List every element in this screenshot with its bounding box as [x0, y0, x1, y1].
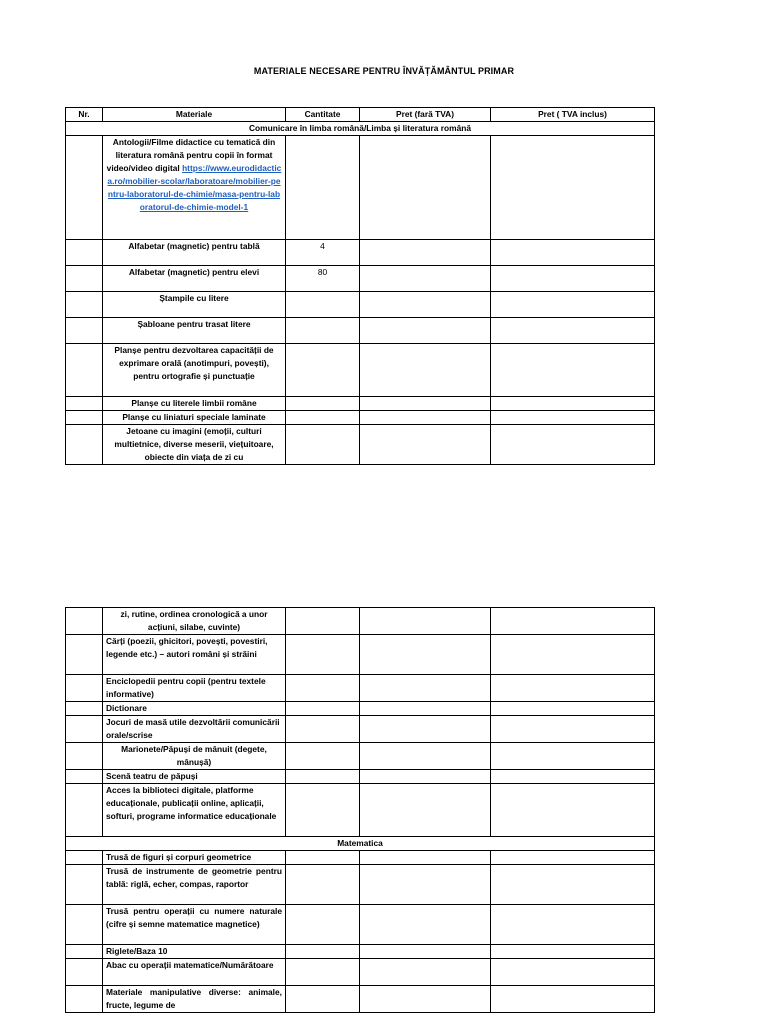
section-title-matematica: Matematica [66, 837, 655, 851]
table-row [66, 411, 655, 425]
table-row [66, 292, 655, 318]
material-cell: Marionete/Păpuși de mânuit (degete, mânușă) [103, 743, 286, 770]
table-row [66, 986, 655, 1013]
table-header-row [66, 108, 655, 122]
document-title: MATERIALE NECESARE PENTRU ÎNVĂȚĂMÂNTUL PRIMAR [253, 66, 515, 76]
table-row [66, 240, 655, 266]
header-nr: Nr. [66, 108, 103, 122]
table-row [66, 425, 655, 465]
table-row [66, 770, 655, 784]
table-row [66, 945, 655, 959]
material-cell: Abac cu operații matematice/Numărătoare [103, 959, 286, 986]
table-row [66, 702, 655, 716]
table-row [66, 397, 655, 411]
material-cell: Planșe cu literele limbii române [103, 397, 286, 411]
quantity-cell: 80 [286, 266, 360, 292]
material-cell: Trusă de instrumente de geometrie pentru tablă: riglă, echer, compas, raportor [103, 865, 286, 905]
material-cell: Materiale manipulative diverse: animale, fructe, legume de [103, 986, 286, 1013]
material-cell: Planșe cu liniaturi speciale laminate [103, 411, 286, 425]
material-cell: Alfabetar (magnetic) pentru tablă [103, 240, 286, 266]
table-row [66, 318, 655, 344]
header-pret-tva-inclus: Pret ( TVA inclus) [491, 108, 655, 122]
material-cell: Cărți (poezii, ghicitori, povești, povestiri, legende etc.) – autori români și străini [103, 635, 286, 675]
material-text: Antologii/Filme didactice cu tematică din literatura română pentru copii în format video/video digital [106, 137, 276, 173]
materials-table-part-1 [65, 107, 655, 465]
material-cell: Trusă pentru operații cu numere naturale (cifre și semne matematice magnetice) [103, 905, 286, 945]
header-pret-fara-tva: Pret (fară TVA) [360, 108, 491, 122]
quantity-cell: 4 [286, 240, 360, 266]
material-cell: Scenă teatru de păpuși [103, 770, 286, 784]
table-row [66, 675, 655, 702]
material-cell: Dictionare [103, 702, 286, 716]
table-row [66, 851, 655, 865]
table-row [66, 136, 655, 240]
material-cell: Ștampile cu litere [103, 292, 286, 318]
table-row [66, 959, 655, 986]
section-row-romana [66, 122, 655, 136]
material-cell: Trusă de figuri și corpuri geometrice [103, 851, 286, 865]
table-row [66, 743, 655, 770]
section-row-matematica [66, 837, 655, 851]
material-cell: Jocuri de masă utile dezvoltării comunicării orale/scrise [103, 716, 286, 743]
material-cell: Riglete/Baza 10 [103, 945, 286, 959]
material-cell: zi, rutine, ordinea cronologică a unor acțiuni, silabe, cuvinte) [103, 608, 286, 635]
header-materiale: Materiale [103, 108, 286, 122]
material-cell: Șabloane pentru trasat litere [103, 318, 286, 344]
header-cantitate: Cantitate [286, 108, 360, 122]
material-cell: Jetoane cu imagini (emoții, culturi multietnice, diverse meserii, viețuitoare, obiecte din viața de zi cu [103, 425, 286, 465]
table-row [66, 608, 655, 635]
table-row [66, 344, 655, 397]
table-row [66, 865, 655, 905]
table-row [66, 784, 655, 837]
material-link[interactable]: https://www.eurodidactica.ro/mobilier-scolar/laboratoare/mobilier-pentru-laboratorul-de-chimie/masa-pentru-laboratorul-de-chimie-model-1 [107, 163, 282, 212]
materials-table-part-2 [65, 607, 655, 1013]
table-row [66, 635, 655, 675]
material-cell: Acces la biblioteci digitale, platforme educaționale, publicații online, aplicații, softuri, programe informatice educaționale [103, 784, 286, 837]
material-cell: Enciclopedii pentru copii (pentru textele informative) [103, 675, 286, 702]
material-cell: Planșe pentru dezvoltarea capacității de exprimare orală (anotimpuri, povești), pentru ortografie și punctuație [103, 344, 286, 397]
section-title-romana: Comunicare în limba română/Limba și literatura română [66, 122, 655, 136]
table-row [66, 266, 655, 292]
material-cell: Alfabetar (magnetic) pentru elevi [103, 266, 286, 292]
material-cell [103, 136, 286, 240]
table-row [66, 716, 655, 743]
table-row [66, 905, 655, 945]
